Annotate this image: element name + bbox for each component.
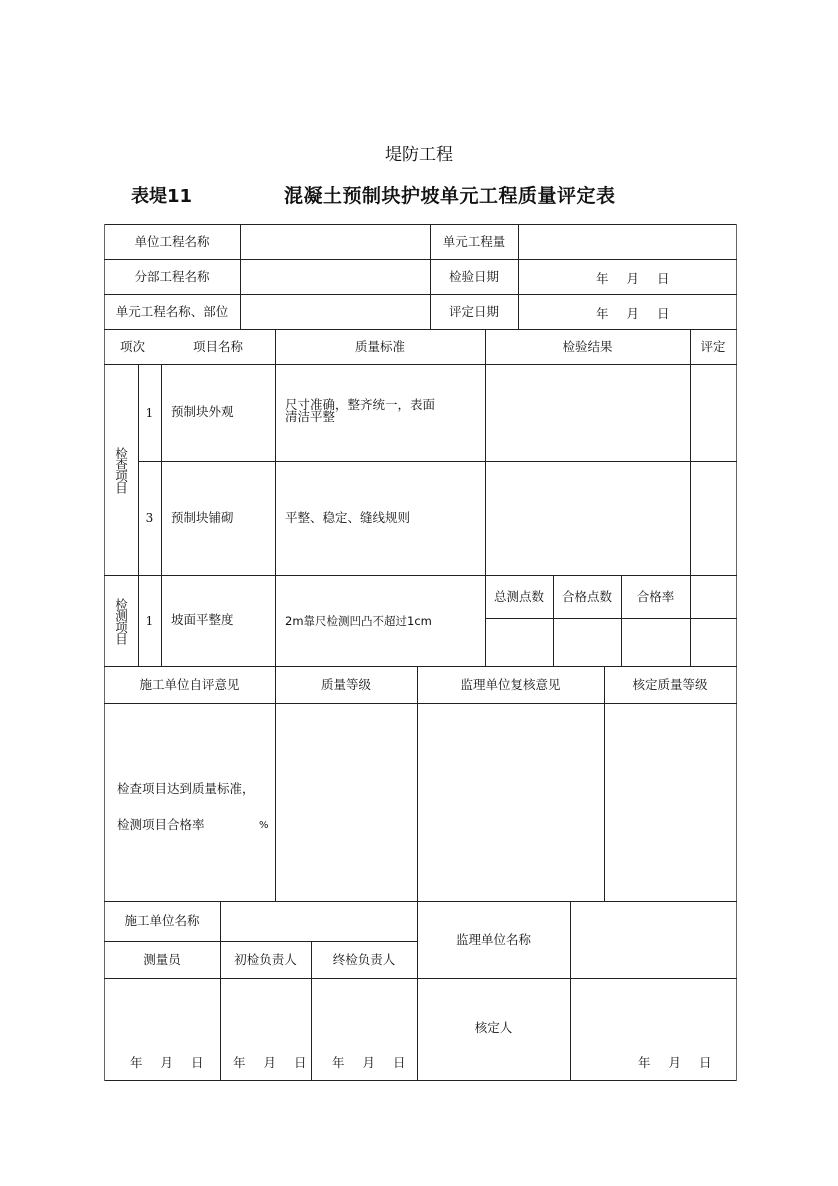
date-year: 年 xyxy=(332,1055,345,1070)
col-line xyxy=(275,329,276,666)
percent-sign: % xyxy=(259,820,269,831)
date-month: 月 xyxy=(160,1055,174,1070)
date-year: 年 xyxy=(596,306,609,321)
group-label-text: 检测项目 xyxy=(113,597,129,644)
total-points-label: 总测点数 xyxy=(493,588,544,604)
item-no: 3 xyxy=(145,511,154,525)
contractor-name-label: 施工单位名称 xyxy=(124,913,200,928)
date-day: 日 xyxy=(294,1055,307,1070)
item-no: 1 xyxy=(145,613,154,628)
item-standard: 2m靠尺检测凹凸不超过1cm xyxy=(285,614,432,628)
item-rating-field[interactable] xyxy=(691,462,736,575)
item-standard xyxy=(285,399,435,423)
col-header-standard: 质量标准 xyxy=(354,338,405,354)
initial-inspector-label: 初检负责人 xyxy=(234,951,297,967)
element-name-location-field[interactable] xyxy=(241,294,430,329)
element-name-location-label: 单元工程名称、部位 xyxy=(115,303,229,319)
date-day: 日 xyxy=(657,271,670,286)
row-line xyxy=(104,978,737,979)
date-month: 月 xyxy=(263,1055,277,1070)
supervisor-review-field[interactable] xyxy=(418,704,604,901)
initial-inspector-date[interactable] xyxy=(233,1053,307,1071)
date-month: 月 xyxy=(626,271,640,286)
col-header-result: 检验结果 xyxy=(562,338,613,354)
verified-grade-label: 核定质量等级 xyxy=(632,676,708,692)
col-line xyxy=(161,364,162,666)
self-eval-line: 检测项目合格率 xyxy=(117,817,205,832)
group-label-text: 检查项目 xyxy=(113,446,129,493)
date-day: 日 xyxy=(191,1055,204,1070)
measure-items-group-label xyxy=(104,575,138,666)
item-result-field[interactable] xyxy=(486,462,690,575)
date-year: 年 xyxy=(596,271,609,286)
division-project-name-field[interactable] xyxy=(241,259,430,294)
date-month: 月 xyxy=(626,306,640,321)
evaluation-date-label: 评定日期 xyxy=(448,303,499,319)
supervisor-name-label: 监理单位名称 xyxy=(455,931,531,947)
item-no: 1 xyxy=(145,405,154,420)
date-month: 月 xyxy=(668,1055,682,1070)
self-eval-line: 检查项目达到质量标准， xyxy=(117,781,255,796)
form-title: 混凝土预制块护坡单元工程质量评定表 xyxy=(284,185,616,207)
date-year: 年 xyxy=(638,1055,651,1070)
item-rating-field[interactable] xyxy=(691,365,736,461)
project-category: 堤防工程 xyxy=(385,145,453,165)
col-header-rating: 评定 xyxy=(700,338,726,354)
item-standard-line: 尺寸准确，整齐统一，表面 xyxy=(285,397,436,412)
contractor-self-eval-label: 施工单位自评意见 xyxy=(139,676,240,692)
unit-project-name-field[interactable] xyxy=(241,224,430,259)
contractor-name-field[interactable] xyxy=(221,902,417,941)
quality-grade-field[interactable] xyxy=(276,704,417,901)
date-year: 年 xyxy=(233,1055,246,1070)
division-project-name-label: 分部工程名称 xyxy=(134,268,210,284)
col-header-seq: 项次 xyxy=(119,338,145,354)
passed-points-field[interactable] xyxy=(554,619,621,666)
date-day: 日 xyxy=(393,1055,406,1070)
table-number: 表堤11 xyxy=(131,186,193,207)
verifier-label: 核定人 xyxy=(474,1020,513,1035)
col-header-item-name: 项目名称 xyxy=(192,338,243,354)
item-result-field[interactable] xyxy=(486,365,690,461)
total-points-field[interactable] xyxy=(486,619,553,666)
pass-rate-field[interactable] xyxy=(622,619,690,666)
quality-grade-label: 质量等级 xyxy=(320,676,371,692)
pass-rate-label: 合格率 xyxy=(636,588,675,604)
item-name: 预制块外观 xyxy=(171,404,234,419)
inspection-date-field[interactable] xyxy=(596,269,670,287)
inspection-date-label: 检验日期 xyxy=(448,268,499,284)
surveyor-label: 测量员 xyxy=(143,951,181,967)
check-items-group-label xyxy=(104,364,138,575)
evaluation-date-field[interactable] xyxy=(596,304,670,322)
surveyor-date[interactable] xyxy=(130,1053,204,1071)
verifier-date[interactable] xyxy=(638,1053,712,1071)
verified-grade-field[interactable] xyxy=(605,704,736,901)
item-rating-field[interactable] xyxy=(691,576,736,666)
item-standard-line: 清洁平整 xyxy=(285,409,336,424)
supervisor-name-field[interactable] xyxy=(571,902,736,978)
border-bottom xyxy=(104,1080,737,1081)
date-day: 日 xyxy=(699,1055,712,1070)
passed-points-label: 合格点数 xyxy=(561,588,612,604)
element-quantity-label: 单元工程量 xyxy=(442,233,506,249)
supervisor-review-label: 监理单位复核意见 xyxy=(460,676,561,692)
date-month: 月 xyxy=(362,1055,376,1070)
date-year: 年 xyxy=(130,1055,143,1070)
final-inspector-label: 终检负责人 xyxy=(332,951,396,967)
element-quantity-field[interactable] xyxy=(519,224,736,259)
item-standard: 平整、稳定、缝线规则 xyxy=(285,510,411,525)
date-day: 日 xyxy=(657,306,670,321)
unit-project-name-label: 单位工程名称 xyxy=(134,233,210,249)
item-name: 坡面平整度 xyxy=(171,612,234,627)
item-name: 预制块铺砌 xyxy=(171,510,234,525)
border-right xyxy=(736,224,737,1081)
final-inspector-date[interactable] xyxy=(332,1053,406,1071)
